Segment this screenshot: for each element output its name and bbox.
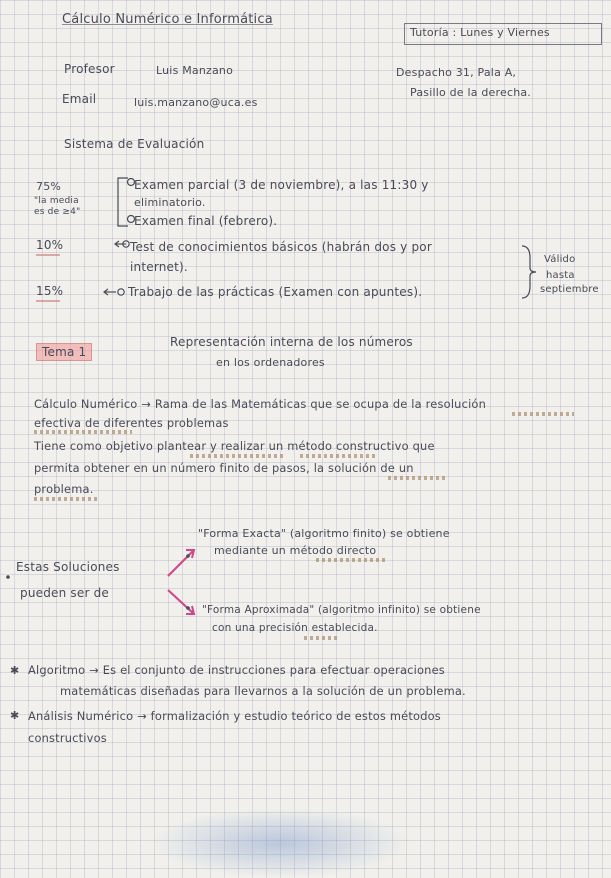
valido-2: hasta xyxy=(546,270,575,281)
bottom-shadow xyxy=(150,808,410,878)
objetivo-3: problema. xyxy=(34,482,94,496)
percent-75: 75% xyxy=(36,180,62,193)
examen-final: Examen final (febrero). xyxy=(134,214,278,228)
profesor-name: Luis Manzano xyxy=(156,64,234,77)
test-line-1: Test de conocimientos básicos (habrán dos y por xyxy=(130,240,432,254)
forma-exacta-2: mediante un método directo xyxy=(214,544,377,557)
analisis-1: Análisis Numérico → formalización y estudio teórico de estos métodos xyxy=(28,709,441,723)
calc-def-2: efectiva de diferentes problemas xyxy=(34,416,229,430)
valido-3: septiembre xyxy=(540,284,599,295)
forma-aprox-2: con una precisión establecida. xyxy=(212,622,378,634)
despacho-text: Despacho 31, Pala A, xyxy=(396,66,517,79)
profesor-label: Profesor xyxy=(64,62,115,76)
media-note-2: es de ≥4" xyxy=(34,207,81,217)
objetivo-1: Tiene como objetivo plantear y realizar un método constructivo que xyxy=(34,439,435,453)
analisis-2: constructivos xyxy=(28,731,107,745)
email-value: luis.manzano@uca.es xyxy=(134,96,258,109)
percent-10: 10% xyxy=(36,238,64,252)
trabajo-text: Trabajo de las prácticas (Examen con apuntes). xyxy=(128,285,423,299)
tema-label: Tema 1 xyxy=(36,343,92,361)
calc-def-1: Cálculo Numérico → Rama de las Matemáticas que se ocupa de la resolución xyxy=(34,397,487,411)
pasillo-text: Pasillo de la derecha. xyxy=(410,86,532,99)
soluciones-1: Estas Soluciones xyxy=(16,560,120,574)
tema-title-1: Representación interna de los números xyxy=(170,335,413,349)
test-line-2: internet). xyxy=(130,260,188,274)
algoritmo-1: Algoritmo → Es el conjunto de instrucciones para efectuar operaciones xyxy=(28,663,445,677)
forma-exacta-1: "Forma Exacta" (algoritmo finito) se obtiene xyxy=(198,527,450,540)
evaluacion-heading: Sistema de Evaluación xyxy=(64,137,205,151)
eliminatorio: eliminatorio. xyxy=(134,196,206,209)
svg-text:✱: ✱ xyxy=(10,709,20,722)
examen-parcial: Examen parcial (3 de noviembre), a las 11:30 y xyxy=(134,178,429,192)
algoritmo-2: matemáticas diseñadas para llevarnos a la solución de un problema. xyxy=(60,684,466,698)
email-label: Email xyxy=(62,92,97,106)
tutoria-text: Tutoría : Lunes y Viernes xyxy=(410,26,550,39)
svg-text:✱: ✱ xyxy=(10,664,20,677)
tema-title-2: en los ordenadores xyxy=(216,356,325,369)
forma-aprox-1: "Forma Aproximada" (algoritmo infinito) se obtiene xyxy=(202,604,481,616)
page-title: Cálculo Numérico e Informática xyxy=(62,12,273,27)
percent-15: 15% xyxy=(36,284,64,298)
soluciones-2: pueden ser de xyxy=(20,586,110,600)
valido-1: Válido xyxy=(544,254,576,265)
objetivo-2: permita obtener en un número finito de pasos, la solución de un xyxy=(34,461,414,475)
media-note-1: "la media xyxy=(34,196,79,206)
